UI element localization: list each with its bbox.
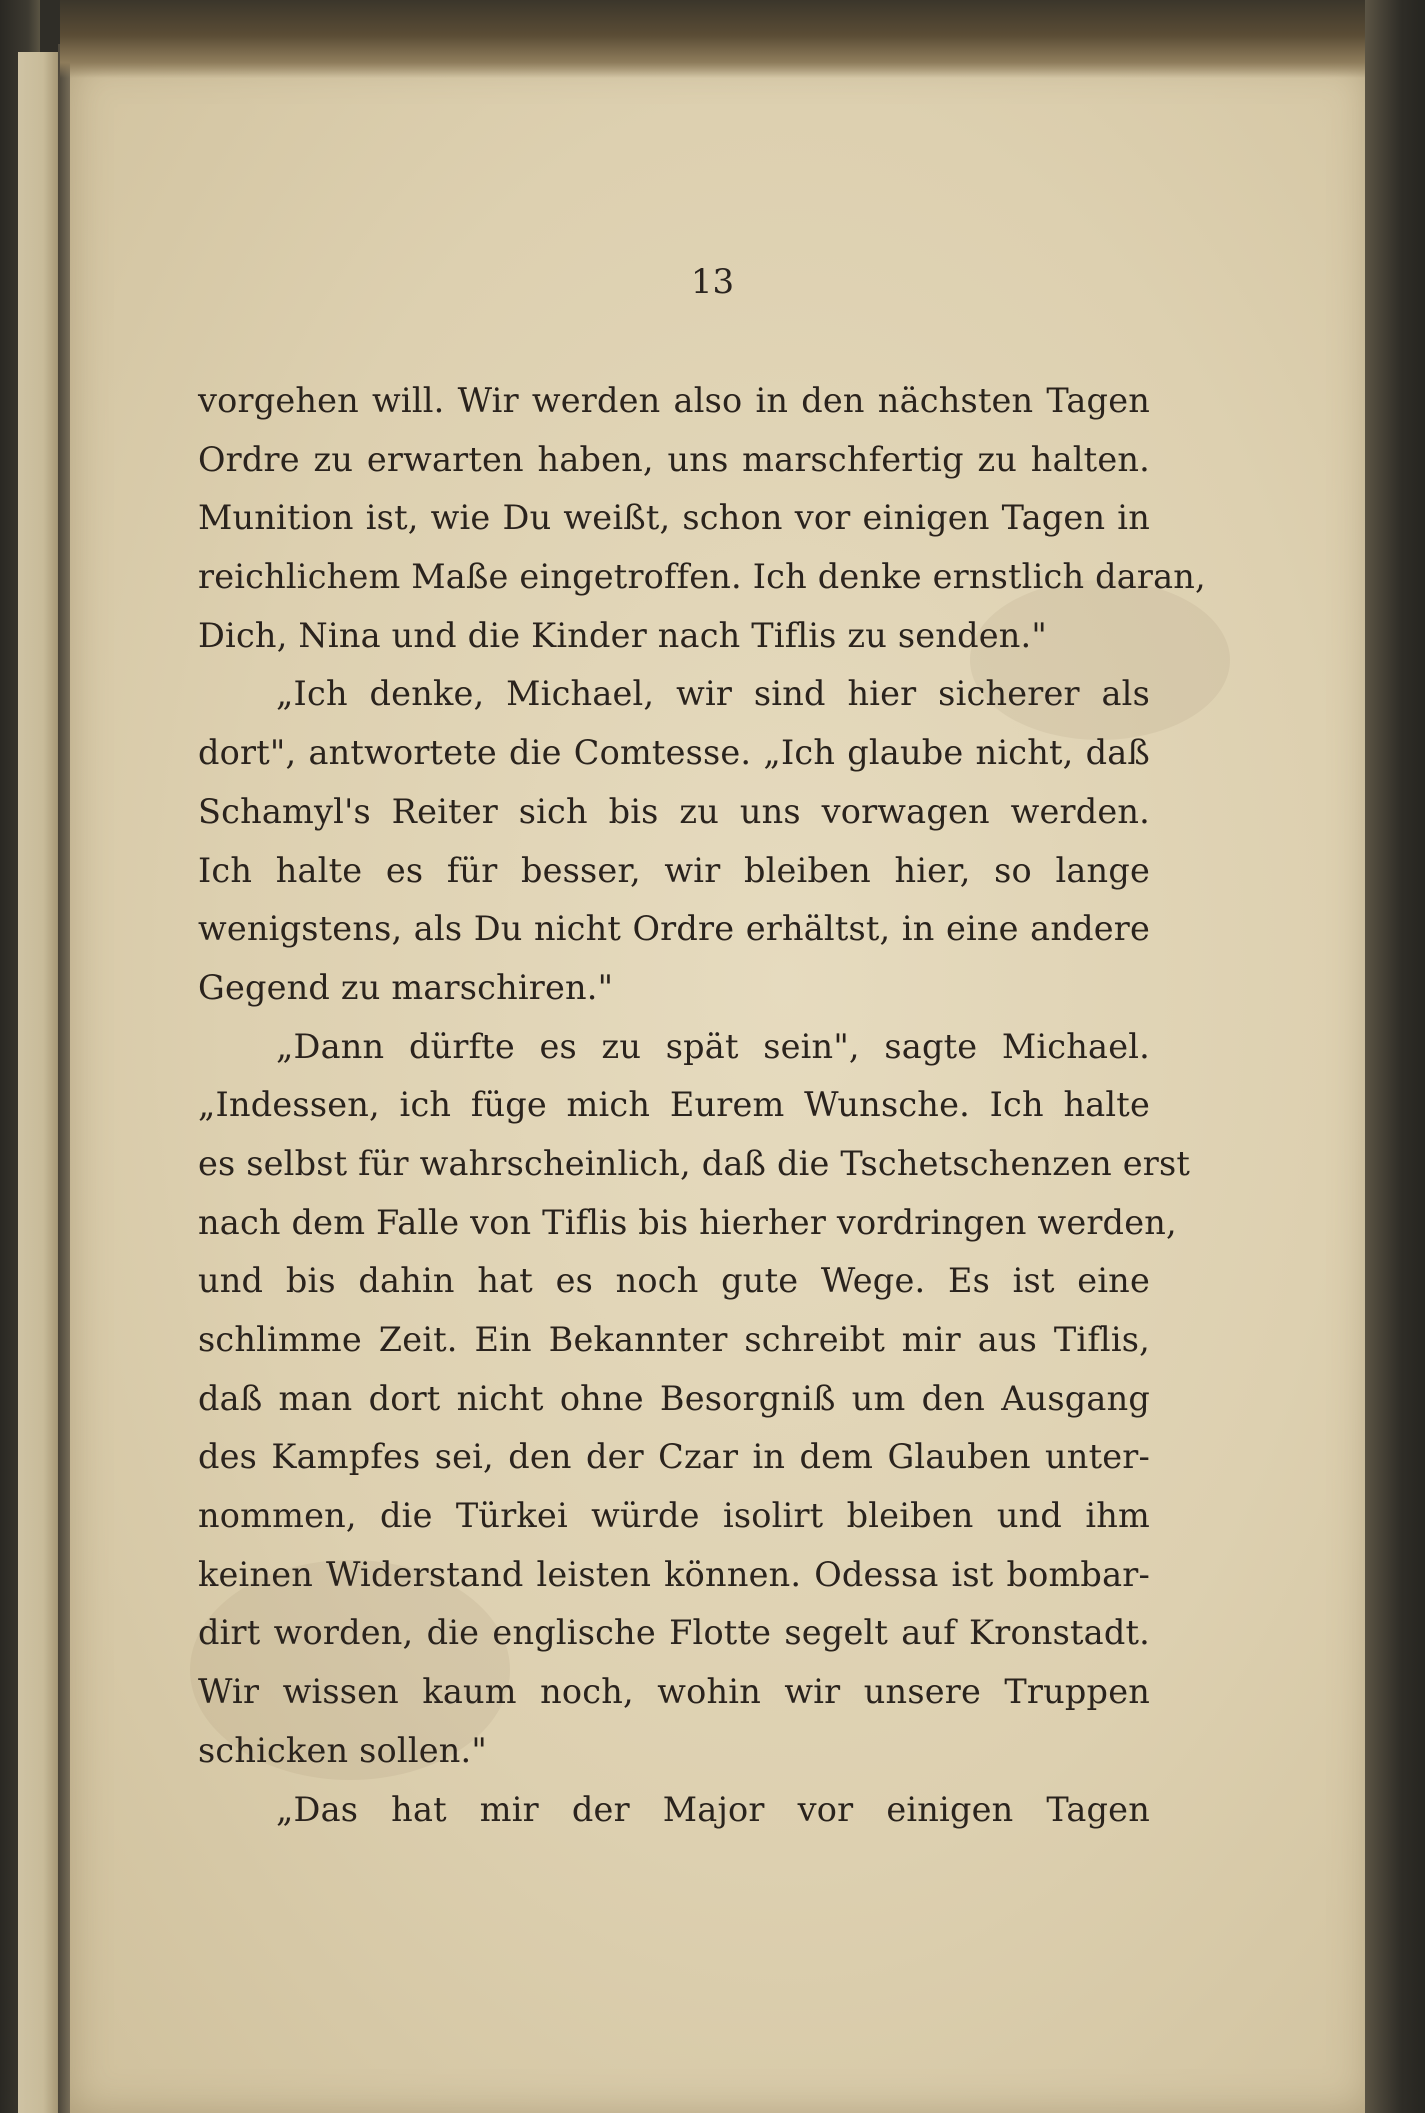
- text-line: „Ich denke, Michael, wir sind hier sicherer als: [276, 674, 1150, 714]
- text-line: nach dem Falle von Tiflis bis hierher vordringen werden,: [198, 1202, 1177, 1242]
- text-line: „Das hat mir der Major vor einigen Tagen: [276, 1789, 1150, 1829]
- book-cover-right-edge: [1365, 0, 1425, 2113]
- text-line: „Dann dürfte es zu spät sein", sagte Michael.: [276, 1026, 1150, 1066]
- text-line: Schamyl's Reiter sich bis zu uns vorwagen werden.: [198, 791, 1150, 831]
- text-line: reichlichem Maße eingetroffen. Ich denke ernstlich daran,: [198, 557, 1206, 597]
- text-line: nommen, die Türkei würde isolirt bleiben und ihm: [198, 1496, 1150, 1536]
- text-line: „Indessen, ich füge mich Eurem Wunsche. Ich halte: [198, 1085, 1150, 1125]
- text-line: Gegend zu marschiren.": [198, 967, 614, 1007]
- page-number: 13: [690, 262, 735, 302]
- text-line: des Kampfes sei, den der Czar in dem Glauben unter-: [198, 1437, 1150, 1477]
- text-line: daß man dort nicht ohne Besorgniß um den Ausgang: [198, 1378, 1150, 1418]
- worn-top-edge: [60, 0, 1425, 78]
- body-text: [198, 372, 1206, 1839]
- text-line: Ich halte es für besser, wir bleiben hier, so lange: [198, 850, 1150, 890]
- text-line: schicken sollen.": [198, 1730, 488, 1770]
- text-line: vorgehen will. Wir werden also in den nächsten Tagen: [198, 381, 1150, 420]
- text-line: dirt worden, die englische Flotte segelt auf Kronstadt.: [198, 1613, 1150, 1653]
- text-line: und bis dahin hat es noch gute Wege. Es ist eine: [198, 1261, 1150, 1301]
- text-line: schlimme Zeit. Ein Bekannter schreibt mir aus Tiflis,: [198, 1320, 1150, 1359]
- text-line: wenigstens, als Du nicht Ordre erhältst, in eine andere: [198, 909, 1150, 949]
- text-line: Munition ist, wie Du weißt, schon vor einigen Tagen in: [198, 498, 1150, 538]
- text-line: Wir wissen kaum noch, wohin wir unsere Truppen: [198, 1672, 1150, 1712]
- text-line: Ordre zu erwarten haben, uns marschfertig zu halten.: [198, 439, 1150, 479]
- text-line: keinen Widerstand leisten können. Odessa ist bombar-: [198, 1554, 1150, 1594]
- text-line: Dich, Nina und die Kinder nach Tiflis zu senden.": [198, 615, 1047, 655]
- text-line: dort", antwortete die Comtesse. „Ich glaube nicht, daß: [198, 733, 1150, 773]
- text-line: es selbst für wahrscheinlich, daß die Tschetschenzen erst: [198, 1143, 1191, 1183]
